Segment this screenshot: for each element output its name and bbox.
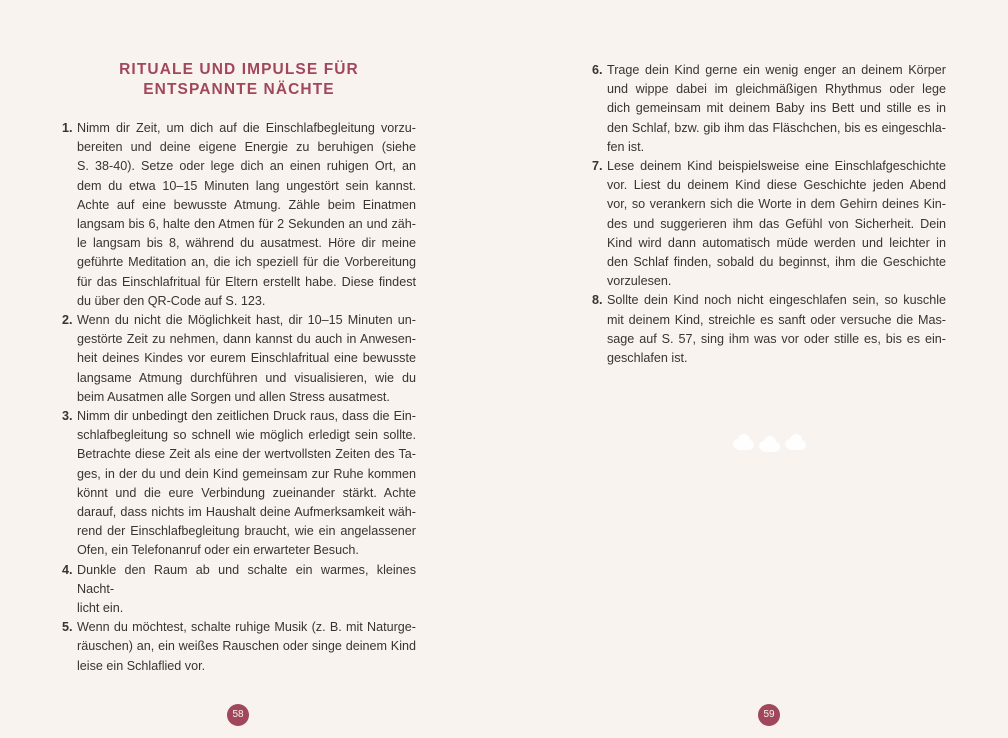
page-number-left: 58 — [227, 704, 249, 726]
list-item-text-line: vor, so verankern sich die Worte in dem Gehirn deines Kin- — [607, 197, 946, 212]
list-item — [62, 561, 416, 619]
list-item-number: 7. — [592, 159, 603, 174]
list-item-text-line: S. 38-40). Setze oder lege dich an einen ruhigen Ort, an — [77, 159, 416, 174]
page-title — [62, 60, 416, 100]
list-item-text-line: Achte auf eine bewusste Atmung. Zähle beim Einatmen — [77, 197, 416, 212]
list-item-text-line: des und suggerieren ihm das Gefühl von Sicherheit. Dein — [607, 216, 946, 231]
list-item-text-line: dem du etwa 10–15 Minuten lang ungestört sein kannst. — [77, 178, 416, 193]
page-number-right: 59 — [758, 704, 780, 726]
list-item — [62, 407, 416, 561]
list-item-number: 3. — [62, 409, 73, 424]
list-item-text-line: Betrachte diese Zeit als eine der wertvollsten Zeiten des Ta- — [77, 447, 416, 462]
cloud-ornament-icon — [732, 432, 808, 454]
list-item-text-line: Lese deinem Kind beispielsweise eine Einschlafgeschichte — [607, 159, 946, 174]
page-title-line-2: ENTSPANNTE NÄCHTE — [143, 81, 335, 98]
ritual-list-left — [62, 119, 416, 676]
list-item-text-line: langsame Atmung durchführen und visualisieren, wie du — [77, 370, 416, 385]
list-item-text-line: licht ein. — [77, 601, 124, 616]
list-item-number: 1. — [62, 121, 73, 135]
list-item — [62, 618, 416, 676]
list-item-text-line: für das Einschlafritual für Eltern erstellt habe. Diese findest — [77, 274, 416, 289]
list-item-number: 6. — [592, 63, 603, 77]
list-item-text-line: darauf, dass nichts im Haushalt deine Aufmerksamkeit wäh- — [77, 505, 416, 520]
list-item-text-line: le langsam bis 8, während du ausatmest. Höre dir meine — [77, 236, 416, 251]
list-item-number: 2. — [62, 313, 73, 328]
list-item-text-line: Wenn du möchtest, schalte ruhige Musik (z. B. mit Naturge- — [77, 620, 416, 635]
list-item — [592, 291, 946, 368]
list-item — [62, 311, 416, 407]
list-item-text-line: geschlafen ist. — [607, 351, 688, 366]
list-item-text-line: räuschen) an, ein weißes Rauschen oder singe deinem Kind — [77, 639, 416, 654]
list-item — [592, 157, 946, 291]
list-item-number: 8. — [592, 293, 603, 308]
list-item-number: 5. — [62, 620, 73, 635]
list-item-text-line: Nimm dir Zeit, um dich auf die Einschlafbegleitung vorzu- — [77, 121, 416, 135]
list-item-text-line: Dunkle den Raum ab und schalte ein warmes, kleines Nacht- — [77, 562, 416, 596]
list-item-text-line: könnt und die eure Verbindung zueinander stärkt. Achte — [77, 485, 416, 500]
list-item-text-line: heit deines Kindes vor eurem Einschlafritual eine bewusste — [77, 351, 416, 366]
page-title-line-1: RITUALE UND IMPULSE FÜR — [119, 61, 359, 78]
list-item-text-line: vor. Liest du deinem Kind diese Geschichte jeden Abend — [607, 178, 946, 193]
list-item-text-line: Trage dein Kind gerne ein wenig enger an deinem Körper — [607, 63, 946, 77]
ritual-list-right — [592, 61, 946, 368]
list-item — [592, 61, 946, 157]
list-item-text-line: Nimm dir unbedingt den zeitlichen Druck raus, dass die Ein- — [77, 409, 416, 424]
list-item-text-line: beim Ausatmen alle Sorgen und allen Stress ausatmest. — [77, 389, 390, 404]
list-item-text-line: Ofen, ein Telefonanruf oder ein erwarteter Besuch. — [77, 543, 359, 558]
list-item-text-line: vorzulesen. — [607, 274, 672, 289]
list-item-text-line: leise ein Schlaflied vor. — [77, 658, 206, 673]
list-item-text-line: Sollte dein Kind noch nicht eingeschlafen sein, so kuschle — [607, 293, 946, 308]
right-page — [504, 0, 1008, 738]
list-item-text-line: den Schlaf, bzw. gib ihm das Fläschchen, bis es eingeschla- — [607, 120, 946, 135]
list-item-text-line: langsam bis 6, halte den Atmen für 2 Sekunden an und zäh- — [77, 217, 416, 232]
list-item-text-line: du über den QR-Code auf S. 123. — [77, 293, 266, 308]
list-item-text-line: gestörte Zeit zu nehmen, dann kannst du auch in Anwesen- — [77, 332, 416, 347]
cloud-icon — [785, 434, 806, 450]
cloud-icon — [759, 436, 780, 452]
list-item-text-line: rend der Einschlafbegleitung braucht, wie ein angelassener — [77, 524, 416, 539]
cloud-icon — [733, 434, 754, 450]
list-item-text-line: fen ist. — [607, 139, 645, 154]
list-item-text-line: ges, in der du und dein Kind gemeinsam zur Ruhe kommen — [77, 466, 416, 481]
list-item-text-line: geführte Meditation an, die ich speziell für die Vorbereitung — [77, 255, 416, 270]
list-item-text-line: schlafbegleitung so schnell wie möglich erledigt sein sollte. — [77, 428, 416, 443]
list-item-text-line: sage auf S. 57, sing ihm was vor oder stille es, bis es ein- — [607, 331, 946, 346]
list-item-number: 4. — [62, 562, 73, 577]
list-item-text-line: Wenn du nicht die Möglichkeit hast, dir 10–15 Minuten un- — [77, 313, 416, 328]
list-item-text-line: und wippe dabei im gleichmäßigen Rhythmus oder lege — [607, 82, 946, 97]
list-item-text-line: Kind wird dann automatisch müde werden und leichter in — [607, 235, 946, 250]
list-item-text-line: den Schlaf finden, sobald du beginnst, ihm die Geschichte — [607, 255, 946, 270]
list-item-text-line: dich gemeinsam mit deinem Baby ins Bett und stille es in — [607, 101, 946, 116]
list-item — [62, 119, 416, 311]
list-item-text-line: bereiten und deine eigene Energie zu beruhigen (siehe — [77, 140, 416, 155]
list-item-text-line: mit deinem Kind, streichle es sanft oder versuche die Mas- — [607, 312, 946, 327]
